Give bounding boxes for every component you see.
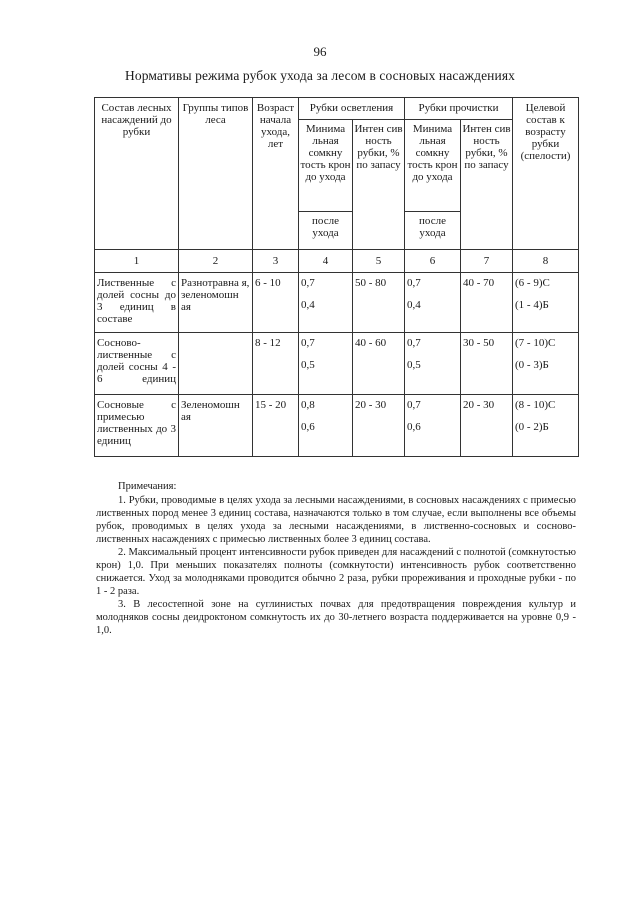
row-clearing-intensity: 50 - 80 bbox=[353, 273, 405, 333]
row-forest-types: Разнотравна я, зеленомошн ая bbox=[179, 273, 253, 333]
target-birch: (0 - 3)Б bbox=[515, 359, 549, 371]
cleaning-density-before: 0,7 bbox=[407, 399, 421, 411]
row-composition: Сосновые с примесью лиственных до 3 единиц bbox=[95, 395, 179, 457]
row-cleaning-intensity: 30 - 50 bbox=[461, 333, 513, 395]
cleaning-density-before: 0,7 bbox=[407, 337, 421, 349]
header-clearing-after: после ухода bbox=[299, 212, 353, 250]
header-clearing-intensity: Интен сив ность рубки, % по запасу bbox=[353, 120, 405, 250]
row-clearing-density bbox=[299, 333, 353, 395]
notes-heading: Примечания: bbox=[118, 481, 177, 492]
col-number: 4 bbox=[299, 250, 353, 273]
col-number: 7 bbox=[461, 250, 513, 273]
row-age: 15 - 20 bbox=[253, 395, 299, 457]
row-composition: Сосново-лиственные с долей сосны 4 - 6 единиц bbox=[95, 333, 179, 395]
row-cleaning-density bbox=[405, 395, 461, 457]
header-cleaning: Рубки прочистки bbox=[405, 98, 513, 120]
row-cleaning-density bbox=[405, 273, 461, 333]
col-number: 1 bbox=[95, 250, 179, 273]
header-start-age: Возраст начала ухода, лет bbox=[253, 98, 299, 250]
clearing-density-before: 0,8 bbox=[301, 399, 315, 411]
row-age: 8 - 12 bbox=[253, 333, 299, 395]
row-cleaning-density bbox=[405, 333, 461, 395]
note-item: 3. В лесостепной зоне на суглинистых почвах для предотвращения повреждения культур и молодняков сосны деидроктоном сомкнутость их до 30-летнего возраста поддерживается на уровне 0,9 - 1,0. bbox=[96, 599, 576, 636]
cleaning-density-before: 0,7 bbox=[407, 277, 421, 289]
header-cleaning-min-density: Минима льная сомкну тость крон до ухода bbox=[405, 120, 461, 212]
table-row bbox=[95, 333, 579, 395]
header-forest-types: Группы типов леса bbox=[179, 98, 253, 250]
clearing-density-before: 0,7 bbox=[301, 337, 315, 349]
target-pine: (8 - 10)С bbox=[515, 399, 556, 411]
row-clearing-intensity: 40 - 60 bbox=[353, 333, 405, 395]
row-cleaning-intensity: 20 - 30 bbox=[461, 395, 513, 457]
table-row bbox=[95, 273, 579, 333]
row-clearing-density bbox=[299, 273, 353, 333]
row-clearing-intensity: 20 - 30 bbox=[353, 395, 405, 457]
table-row bbox=[95, 395, 579, 457]
clearing-density-after: 0,4 bbox=[301, 299, 315, 311]
header-target-composition: Целевой состав к возрасту рубки (спелости) bbox=[513, 98, 579, 250]
note-item: 1. Рубки, проводимые в целях ухода за лесными насаждениями, в сосновых насаждениях с примесью лиственных пород менее 3 единиц состава, назначаются только в том случае, если выполнены все объемы рубок, проводимых в целях ухода за лесными насаждениями, в лиственно-сосновых и сосново-лиственных насаждениях с примесью лиственных более 3 единиц состава. bbox=[96, 495, 576, 545]
col-number: 3 bbox=[253, 250, 299, 273]
clearing-density-before: 0,7 bbox=[301, 277, 315, 289]
header-cleaning-intensity: Интен сив ность рубки, % по запасу bbox=[461, 120, 513, 250]
norms-table bbox=[94, 97, 579, 457]
target-pine: (7 - 10)С bbox=[515, 337, 556, 349]
row-composition: Лиственные с долей сосны до 3 единиц в составе bbox=[95, 273, 179, 333]
target-birch: (1 - 4)Б bbox=[515, 299, 549, 311]
header-clearing: Рубки осветления bbox=[299, 98, 405, 120]
clearing-density-after: 0,5 bbox=[301, 359, 315, 371]
col-number: 8 bbox=[513, 250, 579, 273]
column-number-row bbox=[95, 250, 579, 273]
notes-section bbox=[96, 480, 576, 637]
row-cleaning-intensity: 40 - 70 bbox=[461, 273, 513, 333]
row-target bbox=[513, 273, 579, 333]
col-number: 2 bbox=[179, 250, 253, 273]
col-number: 6 bbox=[405, 250, 461, 273]
header-clearing-min-density: Минима льная сомкну тость крон до ухода bbox=[299, 120, 353, 212]
target-pine: (6 - 9)С bbox=[515, 277, 550, 289]
header-cleaning-after: после ухода bbox=[405, 212, 461, 250]
cleaning-density-after: 0,5 bbox=[407, 359, 421, 371]
row-forest-types bbox=[179, 333, 253, 395]
row-target bbox=[513, 333, 579, 395]
note-item: 2. Максимальный процент интенсивности рубок приведен для насаждений с полнотой (сомкнутостью крон) 1,0. При меньших показателях полноты (сомкнутости) интенсивность рубок соответственно снижается. Уход за молодняками проводится обычно 2 раза, рубки прореживания и проходные рубки - по 1 - 2 раза. bbox=[96, 547, 576, 597]
row-age: 6 - 10 bbox=[253, 273, 299, 333]
row-clearing-density bbox=[299, 395, 353, 457]
clearing-density-after: 0,6 bbox=[301, 421, 315, 433]
cleaning-density-after: 0,4 bbox=[407, 299, 421, 311]
row-target bbox=[513, 395, 579, 457]
row-forest-types: Зеленомошн ая bbox=[179, 395, 253, 457]
page-number: 96 bbox=[313, 44, 327, 59]
document-title: Нормативы режима рубок ухода за лесом в сосновых насаждениях bbox=[125, 68, 515, 83]
header-composition: Состав лесных насаждений до рубки bbox=[95, 98, 179, 250]
cleaning-density-after: 0,6 bbox=[407, 421, 421, 433]
col-number: 5 bbox=[353, 250, 405, 273]
target-birch: (0 - 2)Б bbox=[515, 421, 549, 433]
